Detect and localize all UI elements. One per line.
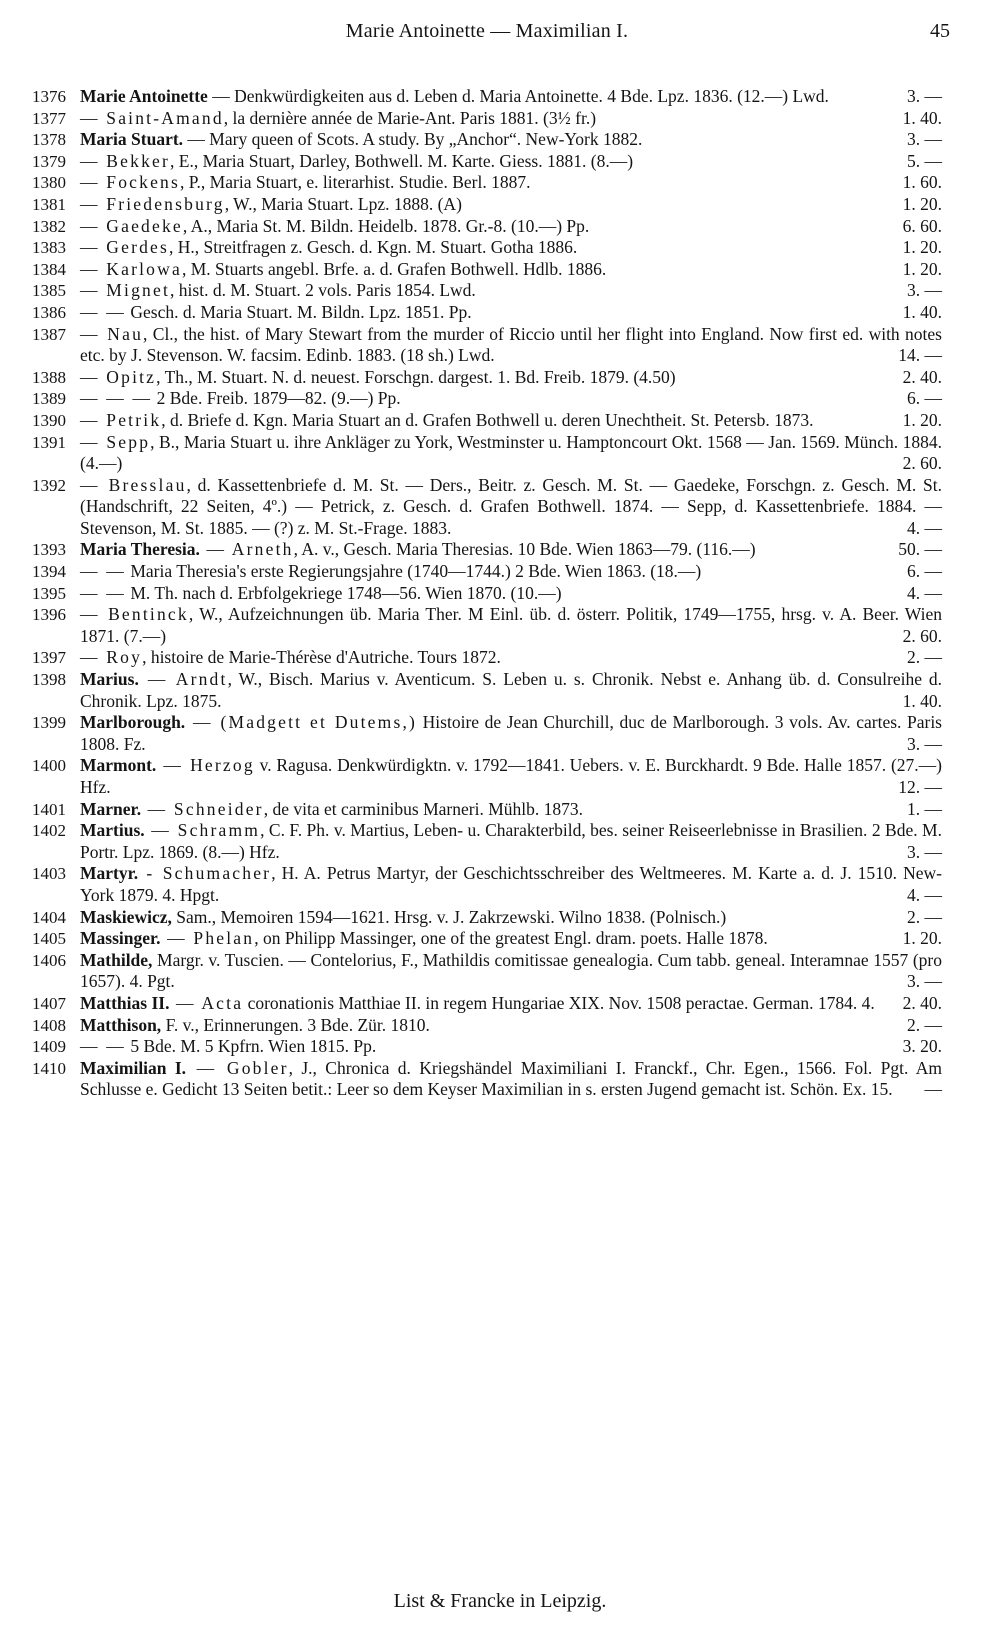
catalog-entry — [32, 367, 942, 389]
catalog-entry — [32, 324, 942, 367]
entry-price: 6. — — [907, 388, 942, 409]
entry-author: — — — [80, 1036, 126, 1057]
entry-subject: Maskiewicz, — [80, 906, 172, 927]
catalog-entry — [32, 647, 942, 669]
entry-description: , H. A. Petrus Martyr, der Geschichtsschreiber des Weltmeeres. M. Karte a. d. J. 1510. New-York 1879. 4. Hpgt. — [80, 863, 942, 905]
entry-subject: Maximilian I. — [80, 1057, 187, 1078]
entry-subject: Mathilde, — [80, 949, 153, 970]
entry-price: 3. — — [907, 841, 942, 862]
entry-subject: Marlborough. — [80, 712, 186, 733]
entry-description: , on Philipp Massinger, one of the greatest Engl. dram. poets. Halle 1878. — [254, 928, 768, 949]
entry-price: 2. 40. — [902, 992, 942, 1013]
entry-price: 2. 40. — [902, 366, 942, 387]
entry-subject: Marmont. — [80, 755, 157, 776]
entry-author: — Arneth — [199, 539, 294, 560]
entry-author: — Bekker — [80, 150, 171, 171]
entry-price: 50. — — [898, 539, 942, 560]
entry-number: 1380 — [32, 173, 66, 193]
entry-price: 1. 20. — [902, 409, 942, 430]
entry-description: — Mary queen of Scots. A study. By „Anchor“. New-York 1882. — [183, 129, 643, 150]
entry-number: 1392 — [32, 475, 66, 495]
entry-description: M. Th. nach d. Erbfolgekriege 1748—56. Wien 1870. (10.—) — [125, 582, 562, 603]
catalog-entry — [32, 129, 942, 151]
catalog-entry — [32, 194, 942, 216]
entry-description: v. Ragusa. Denkwürdigktn. v. 1792—1841. Uebers. v. E. Burckhardt. 9 Bde. Halle 1857. (27.—) Hfz. — [80, 755, 942, 797]
entry-description: , d. Kassettenbriefe d. M. St. — Ders., Beitr. z. Gesch. M. St. — Gaedeke, Forschgn. z. Gesch. M. St. (Handschrift, 22 Seiten, 4º.) — Petrick, z. Gesch. d. Grafen Bothwell. 1874. — Sepp, d. Kassettenbriefe. 1884. — Stevenson, M. St. 1885. — (?) z. M. St.-Frage. 1883. — [80, 474, 942, 538]
entry-price: 2. — — [907, 647, 942, 668]
entry-author: — Herzog — [156, 755, 255, 776]
entry-number: 1409 — [32, 1037, 66, 1057]
catalog-entry — [32, 712, 942, 755]
entry-author: — Petrik — [80, 409, 162, 430]
entry-price: 3. — — [907, 86, 942, 106]
catalog-entry — [32, 755, 942, 798]
entry-description: , A. v., Gesch. Maria Theresias. 10 Bde. Wien 1863—79. (116.—) — [293, 539, 756, 560]
entry-number: 1377 — [32, 108, 66, 128]
entry-number: 1394 — [32, 562, 66, 582]
entry-author: — (Madgett et Dutems,) — [185, 712, 418, 733]
entry-author: — — — [80, 561, 126, 582]
running-title: Marie Antoinette — Maximilian I. — [345, 20, 629, 42]
entry-price: 2. — — [907, 1014, 942, 1035]
entry-price: 1. — — [907, 798, 942, 819]
entry-price: 1. 20. — [902, 258, 942, 279]
entry-description: 5 Bde. M. 5 Kpfrn. Wien 1815. Pp. — [125, 1036, 377, 1057]
entry-description: coronationis Matthiae II. in regem Hungariae XIX. Nov. 1508 peractae. German. 1784. 4. — [243, 992, 875, 1013]
catalog-entry — [32, 108, 942, 130]
entry-author: — Gerdes — [80, 237, 170, 258]
catalog-entry — [32, 388, 942, 410]
entry-description: , J., Chronica d. Kriegshändel Maximiliani I. Franckf., Chr. Egen., 1566. Fol. Pgt. Am Schlusse e. Gedicht 13 Seiten betit.: Leer so dem Keyser Maximilian in s. ersten Jugend gemacht ist. Schön. Ex. 15. — [80, 1057, 942, 1100]
entry-price: 1. 40. — [902, 690, 942, 711]
catalog-entry — [32, 993, 942, 1015]
entry-number: 1381 — [32, 194, 66, 214]
catalog-entry — [32, 539, 942, 561]
entry-description: F. v., Erinnerungen. 3 Bde. Zür. 1810. — [161, 1014, 430, 1035]
catalog-entry — [32, 604, 942, 647]
entry-number: 1376 — [32, 87, 66, 106]
catalog-entry — [32, 302, 942, 324]
entry-number: 1406 — [32, 950, 66, 970]
entry-subject: Matthias II. — [80, 992, 170, 1013]
catalog-entry — [32, 1036, 942, 1058]
entry-price: — — [924, 1079, 942, 1100]
entry-author: — — — [80, 301, 126, 322]
entry-number: 1387 — [32, 324, 66, 344]
entry-description: , A., Maria St. M. Bildn. Heidelb. 1878. Gr.-8. (10.—) Pp. — [182, 215, 590, 236]
catalog-entry — [32, 280, 942, 302]
entry-description: , C. F. Ph. v. Martius, Leben- u. Charakterbild, bes. seiner Reiseerlebnisse in Brasilien. 2 Bde. M. Portr. Lpz. 1869. (8.—) Hfz. — [80, 820, 942, 862]
entry-number: 1402 — [32, 821, 66, 841]
entry-number: 1405 — [32, 929, 66, 949]
catalog-entry — [32, 820, 942, 863]
entry-author: — — — [80, 582, 126, 603]
entry-author: — Schneider — [141, 798, 264, 819]
entry-description: , B., Maria Stuart u. ihre Ankläger zu York, Westminster u. Hamptoncourt Okt. 1568 — Jan. 1569. Münch. 1884. (4.—) — [80, 431, 943, 474]
entry-number: 1397 — [32, 648, 66, 668]
entry-description: , W., Aufzeichnungen üb. Maria Ther. M Einl. üb. d. österr. Politik, 1749—1755, hrsg. v. A. Beer. Wien 1871. (7.—) — [80, 604, 942, 646]
entry-subject: Martyr. — [80, 863, 139, 884]
catalog-entry — [32, 151, 942, 173]
entry-number: 1401 — [32, 799, 66, 819]
catalog-entry — [32, 950, 942, 993]
catalog-entry — [32, 863, 942, 906]
entry-subject: Maria Stuart. — [80, 129, 184, 150]
entry-author: - Schumacher — [138, 863, 272, 884]
catalog-entry — [32, 799, 942, 821]
entry-author: — Arndt — [138, 669, 228, 690]
entry-description: , P., Maria Stuart, e. literarhist. Studie. Berl. 1887. — [180, 172, 531, 193]
entry-description: , histoire de Marie-Thérèse d'Autriche. Tours 1872. — [142, 647, 501, 668]
entry-description: , Cl., the hist. of Mary Stewart from the murder of Riccio until her flight into England. Now first ed. with notes etc. by J. Stevenson. W. facsim. Edinb. 1883. (18 sh.) Lwd. — [80, 323, 942, 366]
entry-number: 1410 — [32, 1058, 66, 1078]
entry-description: Sam., Memoiren 1594—1621. Hrsg. v. J. Zakrzewski. Wilno 1838. (Polnisch.) — [171, 906, 727, 927]
entry-description: , Th., M. Stuart. N. d. neuest. Forschgn. dargest. 1. Bd. Freib. 1879. (4.50) — [156, 366, 676, 387]
entry-description: , H., Streitfragen z. Gesch. d. Kgn. M. Stuart. Gotha 1886. — [169, 237, 578, 258]
entry-number: 1396 — [32, 605, 66, 625]
entry-author: — — — — [80, 388, 153, 409]
entry-author: — Roy — [80, 647, 143, 668]
catalog-entry — [32, 669, 942, 712]
entry-number: 1399 — [32, 713, 66, 733]
entry-description: Margr. v. Tuscien. — Contelorius, F., Mathildis comitissae genealogia. Cum tabb. geneal. Interamnae 1557 (pro 1657). 4. Pgt. — [80, 949, 942, 992]
entry-number: 1384 — [32, 259, 66, 279]
entry-number: 1398 — [32, 670, 66, 690]
entry-price: 2. 60. — [902, 625, 942, 646]
catalog-entry — [32, 410, 942, 432]
entry-number: 1395 — [32, 583, 66, 603]
entry-number: 1378 — [32, 130, 66, 150]
catalog-entry — [32, 86, 942, 108]
entry-author: — Schramm — [144, 820, 261, 841]
entry-description: , W., Bisch. Marius v. Aventicum. S. Leben u. s. Chronik. Nebst e. Anhang üb. d. Consulreihe d. Chronik. Lpz. 1875. — [80, 669, 942, 711]
entry-subject: Marius. — [80, 669, 139, 690]
entry-price: 4. — — [907, 884, 942, 905]
entry-number: 1407 — [32, 993, 66, 1013]
entry-price: 3. — — [907, 129, 942, 150]
entry-number: 1391 — [32, 432, 66, 452]
catalog-entries — [32, 86, 942, 1101]
entry-price: 1. 40. — [902, 301, 942, 322]
entry-description: , hist. d. M. Stuart. 2 vols. Paris 1854. Lwd. — [170, 280, 476, 301]
entry-price: 1. 20. — [902, 237, 942, 258]
entry-author: — Saint-Amand — [80, 107, 224, 128]
entry-author: — Gaedeke — [80, 215, 183, 236]
entry-price: 6. — — [907, 561, 942, 582]
entry-description: , M. Stuarts angebl. Brfe. a. d. Grafen Bothwell. Hdlb. 1886. — [181, 258, 607, 279]
catalog-entry — [32, 237, 942, 259]
entry-author: — Sepp — [80, 431, 151, 452]
entry-author: — Fockens — [80, 172, 181, 193]
entry-price: 2. 60. — [902, 453, 942, 474]
entry-author: — Mignet — [80, 280, 171, 301]
catalog-entry — [32, 928, 942, 950]
catalog-entry — [32, 172, 942, 194]
entry-description: Maria Theresia's erste Regierungsjahre (1740—1744.) 2 Bde. Wien 1863. (18.—) — [125, 561, 702, 582]
entry-author: — Phelan — [160, 928, 255, 949]
catalog-entry — [32, 1015, 942, 1037]
entry-price: 6. 60. — [902, 215, 942, 236]
entry-price: 1. 60. — [902, 172, 942, 193]
entry-author: — Bresslau — [80, 474, 187, 495]
entry-price: 14. — — [898, 345, 942, 366]
entry-description: Histoire de Jean Churchill, duc de Marlborough. 3 vols. Av. cartes. Paris 1808. Fz. — [80, 712, 942, 754]
catalog-entry — [32, 475, 942, 540]
entry-author: — Karlowa — [80, 258, 182, 279]
entry-subject: Matthison, — [80, 1014, 162, 1035]
entry-subject: Massinger. — [80, 928, 161, 949]
catalog-entry — [32, 1058, 942, 1101]
entry-author: — Nau — [80, 323, 144, 344]
entry-number: 1379 — [32, 151, 66, 171]
catalog-entry — [32, 432, 942, 475]
entry-number: 1404 — [32, 907, 66, 927]
entry-number: 1400 — [32, 756, 66, 776]
entry-author: — Opitz — [80, 366, 157, 387]
entry-number: 1403 — [32, 864, 66, 884]
entry-number: 1388 — [32, 367, 66, 387]
entry-number: 1385 — [32, 281, 66, 301]
entry-number: 1383 — [32, 238, 66, 258]
entry-subject: Maria Theresia. — [80, 539, 200, 560]
entry-subject: Marie Antoinette — [80, 86, 208, 106]
page-header — [32, 18, 950, 58]
publisher-footer: List & Francke in Leipzig. — [393, 1590, 607, 1612]
entry-description: , de vita et carminibus Marneri. Mühlb. 1873. — [263, 798, 584, 819]
catalog-entry — [32, 216, 942, 238]
entry-price: 3. — — [907, 280, 942, 301]
entry-price: 2. — — [907, 906, 942, 927]
entry-price: 4. — — [907, 517, 942, 538]
entry-price: 5. — — [907, 150, 942, 171]
entry-price: 1. 20. — [902, 193, 942, 214]
entry-subject: Martius. — [80, 820, 145, 841]
entry-author: — Friedensburg — [80, 193, 225, 214]
catalog-entry — [32, 583, 942, 605]
entry-number: 1382 — [32, 216, 66, 236]
entry-number: 1390 — [32, 410, 66, 430]
entry-number: 1393 — [32, 540, 66, 560]
entry-subject: Marner. — [80, 798, 142, 819]
catalog-entry — [32, 561, 942, 583]
entry-price: 3. 20. — [902, 1036, 942, 1057]
entry-price: 12. — — [898, 777, 942, 797]
entry-price: 3. — — [907, 971, 942, 992]
entry-description: , d. Briefe d. Kgn. Maria Stuart an d. Grafen Bothwell u. deren Unechtheit. St. Petersb. 1873. — [161, 409, 814, 430]
entry-author: — Acta — [169, 992, 244, 1013]
page-number: 45 — [930, 20, 950, 42]
entry-description: , E., Maria Stuart, Darley, Bothwell. M. Karte. Giess. 1881. (8.—) — [170, 150, 634, 171]
catalog-entry — [32, 907, 942, 929]
entry-price: 4. — — [907, 582, 942, 603]
entry-description: , W., Maria Stuart. Lpz. 1888. (A) — [224, 193, 462, 214]
entry-author: — Gobler — [186, 1057, 289, 1078]
entry-price: 1. 40. — [902, 107, 942, 128]
catalog-entry — [32, 259, 942, 281]
entry-author: — Bentinck — [80, 604, 189, 625]
entry-description: , la dernière année de Marie-Ant. Paris 1881. (3½ fr.) — [223, 107, 597, 128]
entry-number: 1386 — [32, 302, 66, 322]
entry-description: — Denkwürdigkeiten aus d. Leben d. Maria Antoinette. 4 Bde. Lpz. 1836. (12.—) Lwd. — [207, 86, 829, 106]
entry-price: 1. 20. — [902, 928, 942, 949]
entry-number: 1389 — [32, 389, 66, 409]
entry-number: 1408 — [32, 1015, 66, 1035]
entry-price: 3. — — [907, 733, 942, 754]
entry-description: Gesch. d. Maria Stuart. M. Bildn. Lpz. 1851. Pp. — [125, 301, 472, 322]
entry-description: 2 Bde. Freib. 1879—82. (9.—) Pp. — [152, 388, 401, 409]
